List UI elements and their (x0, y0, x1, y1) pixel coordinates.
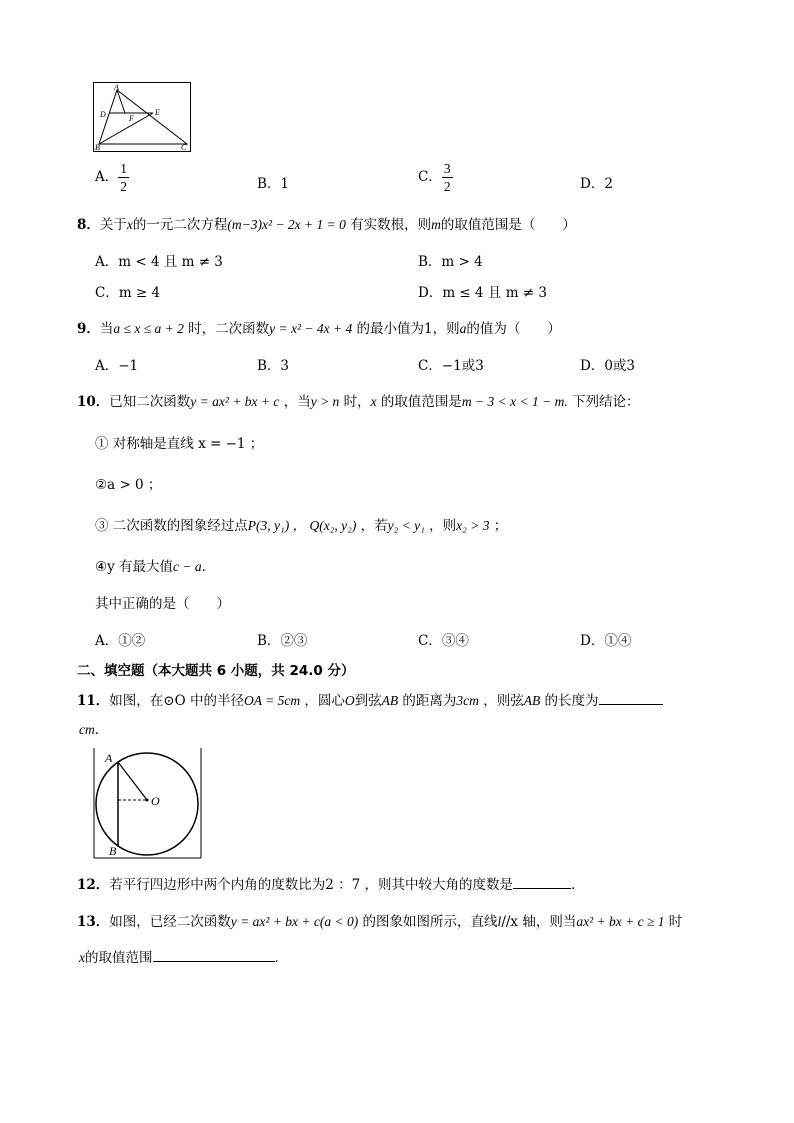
q10-option-a[interactable]: A．①② (95, 633, 146, 649)
fig-label-d: D (100, 110, 106, 119)
q8-option-d[interactable]: D．m ≤ 4 且 m ≠ 3 (418, 285, 547, 301)
q10-ask: 其中正确的是（ ） (95, 596, 230, 612)
q9-stem: 9．当a ≤ x ≤ a + 2 时，二次函数y = x² − 4x + 4 的最小值为1，则a的值为（ ） (77, 321, 561, 337)
fig-label-o: O (151, 794, 160, 808)
q7-option-b[interactable]: B．1 (257, 176, 290, 192)
q10-conclusion-4: ④y 有最大值c − a． (95, 559, 216, 575)
q11-stem: 11．如图，在⊙O 中的半径OA = 5cm ，圆心O到弦AB 的距离为3cm ，则弦AB 的长度为 (77, 689, 663, 709)
fig-label-b: B (109, 844, 117, 858)
q13-stem: 13．如图，已经二次函数y = ax² + bx + c(a < 0) 的图象如图所示，直线l//x 轴，则当ax² + bx + c ≥ 1 时 (77, 914, 683, 930)
fig-label-f: F (129, 114, 134, 123)
fraction: $\frac{3}{2}$ (443, 161, 451, 194)
fig-label-e: E (155, 108, 160, 117)
triangle-figure (93, 82, 191, 152)
q10-option-b[interactable]: B．②③ (257, 633, 308, 649)
fig-label-b: B (95, 143, 100, 152)
q10-conclusion-1: ① 对称轴是直线 x = −1 ； (95, 436, 264, 452)
answer-blank[interactable] (513, 876, 571, 889)
fig-label-a: A (114, 83, 119, 92)
q7-option-c[interactable]: C． $\frac{3}{2}$ (418, 161, 451, 194)
circle-figure (93, 748, 203, 859)
answer-blank[interactable] (599, 692, 663, 705)
answer-blank[interactable] (153, 949, 275, 962)
q10-stem: 10．已知二次函数y = ax² + bx + c ，当y > n 时，x 的取值范围是m − 3 < x < 1 − m. 下列结论： (77, 394, 640, 410)
fig-label-c: C (181, 143, 187, 152)
q9-option-a[interactable]: A．−1 (95, 358, 139, 374)
q11-unit-line: cm． (79, 722, 109, 738)
q10-conclusion-3: ③ 二次函数的图象经过点P(3, y₁) ， Q(x₂, y₂) ，若y₂ < y₁ ，则x₂ > 3 ； (95, 518, 508, 534)
q9-option-d[interactable]: D．0或3 (580, 358, 636, 374)
q8-option-c[interactable]: C．m ≥ 4 (95, 285, 161, 301)
q8-option-a[interactable]: A．m < 4 且 m ≠ 3 (95, 254, 223, 270)
q10-option-d[interactable]: D．①④ (580, 633, 632, 649)
q9-option-c[interactable]: C．−1或3 (418, 358, 484, 374)
section-heading: 二、填空题（本大题共 6 小题，共 24.0 分） (77, 663, 355, 679)
fraction: $\frac{1}{2}$ (120, 161, 127, 194)
q7-option-d[interactable]: D．2 (580, 176, 613, 192)
q12-stem: 12．若平行四边形中两个内角的度数比为2 ：7 ，则其中较大角的度数是 ． (77, 877, 585, 893)
fig-label-a: A (105, 751, 113, 765)
q10-conclusion-2: ②a > 0 ； (95, 477, 162, 493)
q9-option-b[interactable]: B．3 (257, 358, 290, 374)
q10-option-c[interactable]: C．③④ (418, 633, 469, 649)
q8-option-b[interactable]: B．m > 4 (418, 254, 483, 270)
q13-line2: x的取值范围 ． (79, 950, 288, 966)
q8-stem: 8．关于x的一元二次方程(m−3)x² − 2x + 1 = 0 有实数根，则m的取值范围是（ ） (77, 217, 576, 233)
q7-option-a[interactable]: A． $\frac{1}{2}$ (95, 161, 127, 194)
